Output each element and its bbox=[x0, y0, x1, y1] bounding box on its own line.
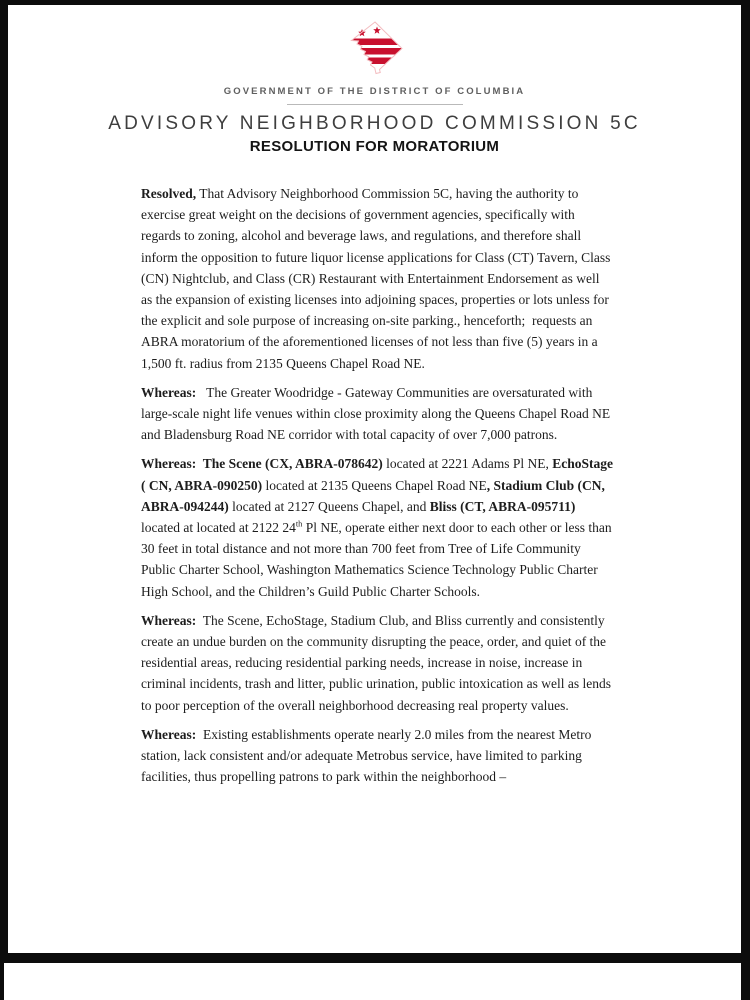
paragraph: Whereas: Existing establishments operate nearly 2.0 miles from the nearest Metro station, lack consistent and/or adequate Metrobus service, have limited to parking facilities, thus propelling patrons to park within the neighborhood – bbox=[141, 726, 595, 785]
document-page-2 bbox=[4, 963, 741, 1000]
document-page-1 bbox=[8, 5, 741, 953]
resolution-subtitle: RESOLUTION FOR MORATORIUM bbox=[249, 138, 500, 155]
paragraph: Resolved, That Advisory Neighborhood Commission 5C, having the authority to exercise great weight on the decisions of government agencies, specifically with regards to zoning, alcohol and beverage laws, and regulations, and therefore shall inform the opposition to future liquor license applications for Class (CT) Tavern, Class (CN) Nightclub, and Class (CR) Restaurant with Entertainment Endorsement as well as the expansion of existing licenses into adjoining spaces, properties or lots unless for the explicit and sole purpose of increasing on-site parking., henceforth; requests an ABRA moratorium of the aforementioned licenses of not less than five (5) years in a 1,500 ft. radius from 2135 Queens Chapel Road NE. bbox=[141, 186, 614, 371]
paragraph: Whereas: The Greater Woodridge - Gateway Communities are oversaturated with large-scale night life venues within close proximity along the Queens Chapel Road NE and Bladensburg Road NE corridor with total capacity of over 7,000 patrons. bbox=[141, 384, 614, 443]
logo-container bbox=[8, 5, 741, 77]
commission-title: ADVISORY NEIGHBORHOOD COMMISSION 5C bbox=[108, 113, 641, 134]
header-divider bbox=[287, 104, 463, 105]
document-body bbox=[141, 183, 617, 787]
dc-flag-map-logo bbox=[344, 19, 406, 77]
government-line: GOVERNMENT OF THE DISTRICT OF COLUMBIA bbox=[223, 86, 526, 97]
paragraph: Whereas: The Scene, EchoStage, Stadium Club, and Bliss currently and consistently create an undue burden on the community disrupting the peace, order, and quiet of the residential areas, reducing residential parking needs, increase in noise, increase in criminal incidents, trash and litter, public urination, public intoxication as well as lends to poor perception of the overall neighborhood decreasing real property values. bbox=[141, 612, 615, 713]
flag-bars bbox=[344, 39, 406, 65]
paragraph: Whereas: The Scene (CX, ABRA-078642) located at 2221 Adams Pl NE, EchoStage ( CN, ABRA-090250) located at 2135 Queens Chapel Road NE, Stadium Club (CN, ABRA-094244) located at 2127 Queens Chapel, and Bliss (CT, ABRA-095711) located at located at 2122 24th Pl NE, operate either next door to each other or less than 30 feet in total distance and not more than 700 feet from Tree of Life Community Public Charter School, Washington Mathematics Science Technology Public Charter High School, and the Children’s Guild Public Charter Schools. bbox=[141, 456, 617, 599]
